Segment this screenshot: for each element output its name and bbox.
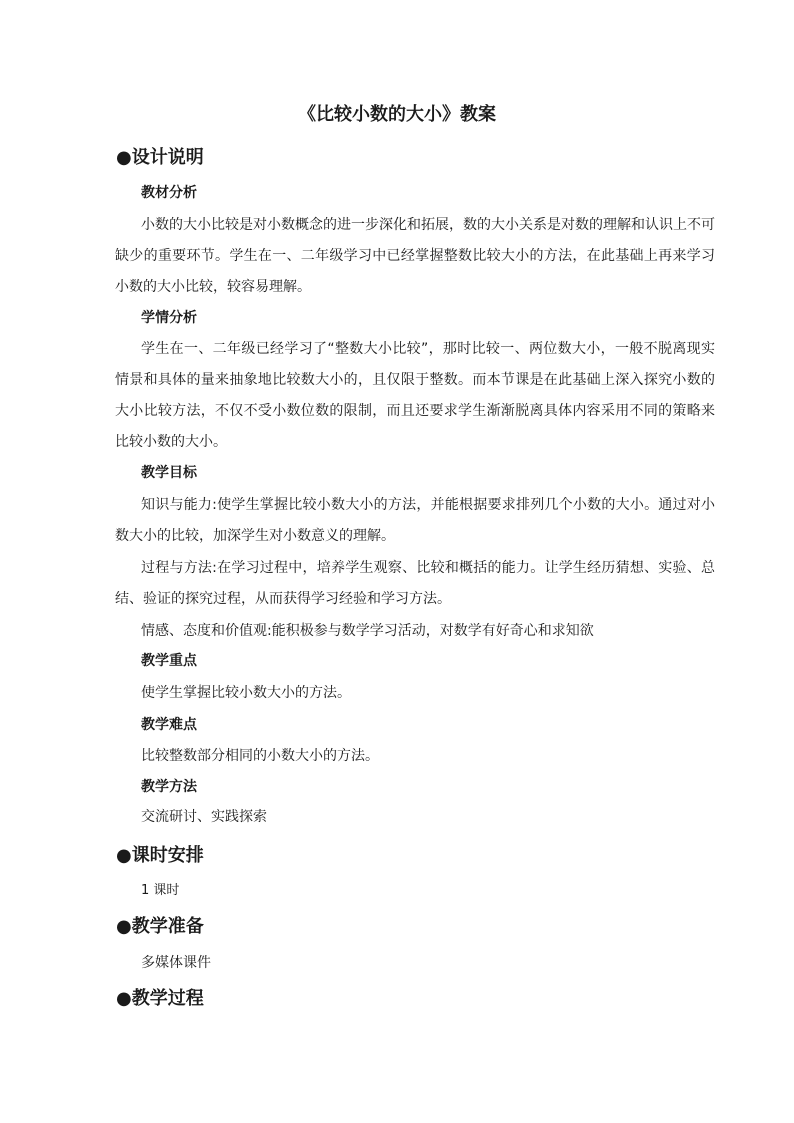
paragraph-goal-process: 过程与方法:在学习过程中，培养学生观察、比较和概括的能力。让学生经历猜想、实验、总结、验证的探究过程，从而获得学习经验和学习方法。 [115,560,715,607]
text-prep: 多媒体课件 [141,955,211,971]
subheading-difficulty: 教学难点 [141,717,197,733]
paragraph-material: 小数的大小比较是对小数概念的进一步深化和拓展，数的大小关系是对数的理解和认识上不可缺少的重要环节。学生在一、二年级学习中已经掌握整数比较大小的方法，在此基础上再来学习小数的大小比较，较容易理解。 [115,217,715,295]
section-heading-text: 教学准备 [131,916,204,937]
section-heading-prep [116,914,204,940]
subheading-goals: 教学目标 [141,465,197,481]
subheading-method: 教学方法 [141,779,197,795]
text-key: 使学生掌握比较小数大小的方法。 [141,685,351,701]
section-heading-schedule [116,843,204,869]
section-heading-text: 教学过程 [131,988,204,1009]
section-heading-text: 课时安排 [131,845,204,866]
text-method: 交流研讨、实践探索 [141,809,267,825]
paragraph-goal-knowledge: 知识与能力:使学生掌握比较小数大小的方法，并能根据要求排列几个小数的大小。通过对小数大小的比较，加深学生对小数意义的理解。 [115,497,715,544]
bullet-icon: ● [116,988,132,1009]
document-title: 《比较小数的大小》教案 [298,104,496,125]
subheading-material: 教材分析 [141,185,197,201]
text-schedule: 1 课时 [141,883,180,898]
paragraph-students: 学生在一、二年级已经学习了“整数大小比较”，那时比较一、两位数大小，一般不脱离现实情景和具体的量来抽象地比较数大小的，且仅限于整数。而本节课是在此基础上深入探究小数的大小比较方法，不仅不受小数位数的限制，而且还要求学生渐渐脱离具体内容采用不同的策略来比较小数的大小。 [115,341,715,450]
bullet-icon: ● [116,147,132,168]
bullet-icon: ● [116,845,132,866]
subheading-key: 教学重点 [141,653,197,669]
text-difficulty: 比较整数部分相同的小数大小的方法。 [141,748,379,764]
section-heading-process [116,986,204,1012]
paragraph-goal-emotion: 情感、态度和价值观:能积极参与数学学习活动，对数学有好奇心和求知欲 [141,623,594,639]
section-heading-design [116,145,204,171]
bullet-icon: ● [116,916,132,937]
subheading-students: 学情分析 [141,310,197,326]
section-heading-text: 设计说明 [131,147,204,168]
